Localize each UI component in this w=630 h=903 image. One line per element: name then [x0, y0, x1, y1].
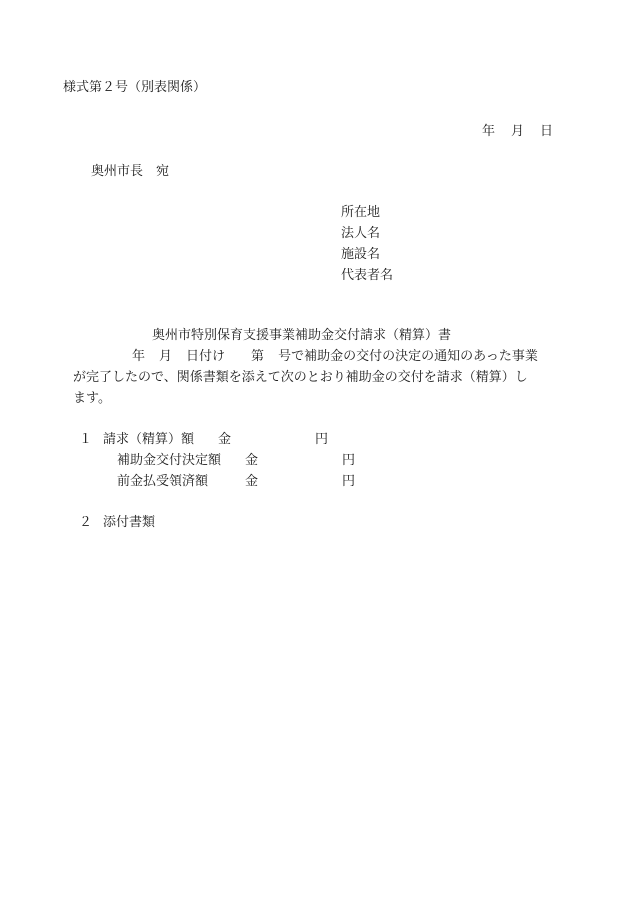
sub-item-decided-amount-label: 補助金交付決定額 — [117, 453, 222, 468]
applicant-field-address: 所在地 — [341, 205, 381, 220]
body-day: 日付け — [186, 349, 226, 364]
item-1-yen: 円 — [315, 432, 329, 447]
item-1-kin: 金 — [218, 432, 232, 447]
date-line — [482, 124, 553, 140]
body-line-2: が完了したので、関係書類を添えて次のとおり補助金の交付を請求（精算）し — [73, 370, 528, 385]
applicant-field-facility: 施設名 — [341, 247, 381, 262]
body-line-1 — [132, 349, 538, 365]
item-2-number: ２ — [79, 515, 93, 530]
sub-item-advance-received-label: 前金払受領済額 — [117, 474, 209, 489]
sub-item-decided-amount-kin: 金 — [245, 453, 259, 468]
item-1-label: 請求（精算）額 — [103, 432, 195, 447]
addressee: 奥州市長 宛 — [91, 164, 170, 179]
document-title: 奥州市特別保育支援事業補助金交付請求（精算）書 — [152, 328, 452, 343]
sub-item-advance-received-yen: 円 — [342, 474, 356, 489]
sub-item-advance-received-kin: 金 — [245, 474, 259, 489]
body-month: 月 — [159, 349, 173, 364]
applicant-field-corporation: 法人名 — [341, 226, 381, 241]
item-1-number: １ — [79, 432, 93, 447]
date-day: 日 — [540, 124, 554, 139]
item-2-label: 添付書類 — [103, 515, 156, 530]
date-year: 年 — [482, 124, 496, 139]
form-number: 様式第２号（別表関係） — [63, 80, 207, 95]
sub-item-decided-amount-yen: 円 — [342, 453, 356, 468]
date-month: 月 — [511, 124, 525, 139]
body-number: 第 — [251, 349, 265, 364]
body-year: 年 — [132, 349, 146, 364]
body-text: 号で補助金の交付の決定の通知のあった事業 — [278, 349, 538, 364]
body-line-3: ます。 — [73, 391, 111, 406]
applicant-field-representative: 代表者名 — [341, 268, 394, 283]
